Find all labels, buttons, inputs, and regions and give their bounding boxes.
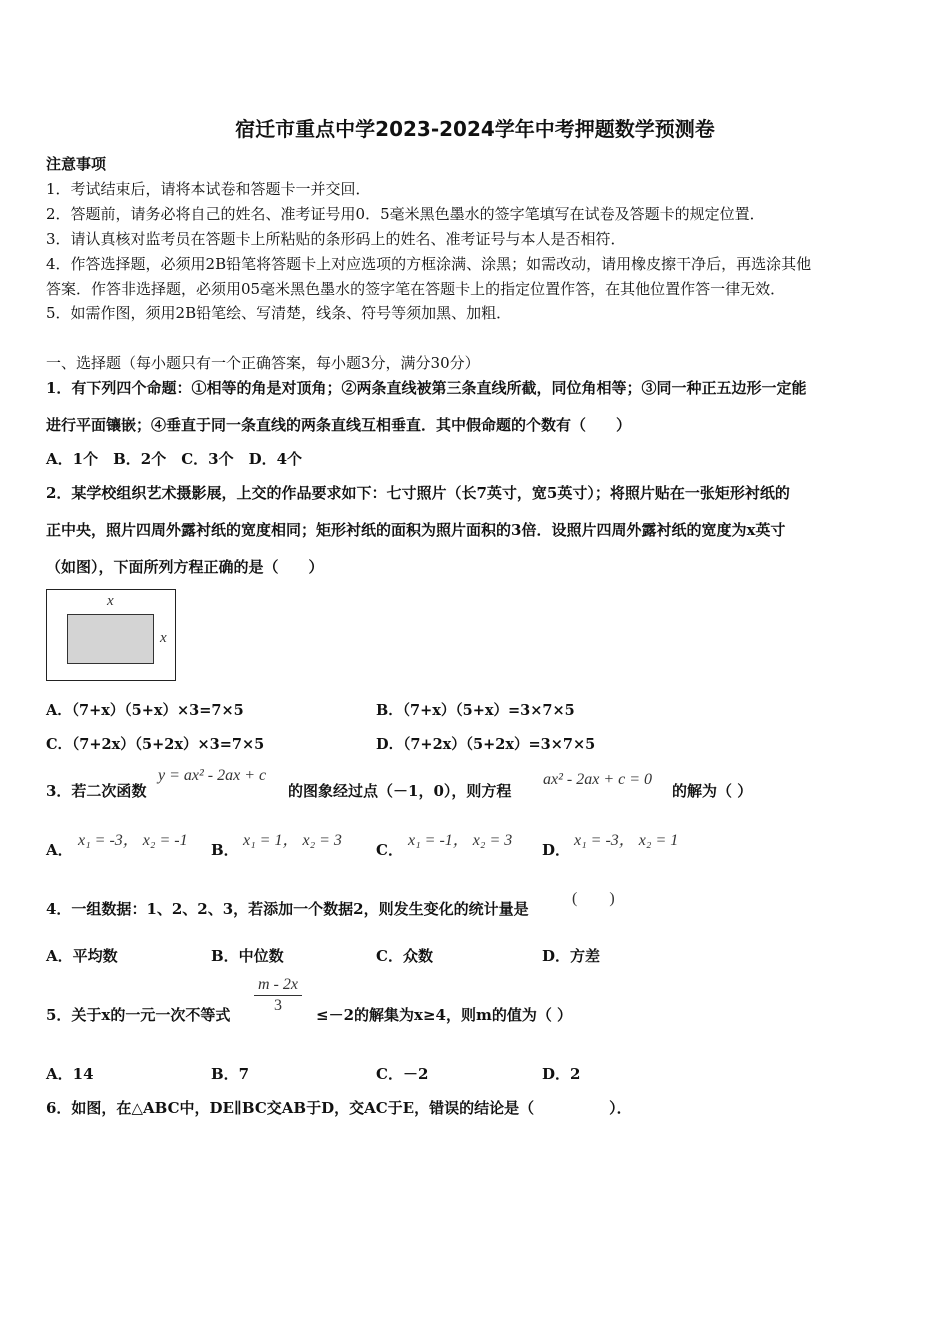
question-4-option-c: C．众数	[376, 947, 433, 965]
photo-frame-figure	[46, 589, 176, 681]
question-2-option-b: B．（7+x）（5+x）=3×7×5	[376, 702, 575, 719]
notes-heading: 注意事项	[46, 155, 107, 173]
question-3-option-b: x₁ = 1， x₂ = 3	[243, 832, 342, 849]
page-title: 宿迁市重点中学2023-2024学年中考押题数学预测卷	[235, 117, 715, 141]
note-item: 2．答题前，请务必将自己的姓名、准考证号用0．5毫米黑色墨水的签字笔填写在试卷及答题卡的规定位置．	[46, 205, 765, 223]
question-3-label-a: A．	[46, 841, 73, 859]
question-4-paren: ( )	[572, 890, 615, 907]
question-1-options: A．1个 B．2个 C．3个 D．4个	[46, 450, 303, 468]
question-5-option-c: C．－2	[376, 1065, 429, 1083]
question-2-option-a: A．（7+x）（5+x）×3=7×5	[46, 702, 244, 719]
note-item: 5．如需作图，须用2B铅笔绘、写清楚，线条、符号等须加黑、加粗．	[46, 304, 512, 322]
question-5-suffix: ≤－2的解集为x≥4，则m的值为（ ）	[316, 1006, 573, 1024]
question-5-option-b: B．7	[211, 1065, 250, 1083]
question-5-prefix: 5．关于x的一元一次不等式	[46, 1006, 231, 1024]
question-2-line-1: 2．某学校组织艺术摄影展，上交的作品要求如下：七寸照片（长7英寸，宽5英寸）；将照片贴在一张矩形衬纸的	[46, 484, 790, 502]
question-3-equation: ax² - 2ax + c = 0	[543, 771, 653, 788]
question-4-option-d: D．方差	[542, 947, 601, 965]
question-1-line-2: 进行平面镶嵌；④垂直于同一条直线的两条直线互相垂直．其中假命题的个数有（ ）	[46, 416, 632, 434]
note-item: 答案．作答非选择题，必须用05毫米黑色墨水的签字笔在答题卡上的指定位置作答，在其他位置作答一律无效．	[46, 280, 786, 298]
note-item: 3．请认真核对监考员在答题卡上所粘贴的条形码上的姓名、准考证号与本人是否相符．	[46, 230, 626, 248]
question-5-option-a: A．14	[46, 1065, 94, 1083]
note-item: 1．考试结束后，请将本试卷和答题卡一并交回．	[46, 180, 371, 198]
question-3-label-d: D．	[542, 841, 571, 859]
question-4-option-a: A．平均数	[46, 947, 118, 965]
question-3-option-d: x₁ = -3， x₂ = 1	[574, 832, 679, 849]
question-3-suffix: 的解为（ ）	[672, 782, 753, 800]
question-3-middle: 的图象经过点（－1，0），则方程	[288, 782, 512, 800]
note-item: 4．作答选择题，必须用2B铅笔将答题卡上对应选项的方框涂满、涂黑；如需改动，请用橡皮擦干净后，再选涂其他	[46, 255, 812, 273]
question-2-line-2: 正中央，照片四周外露衬纸的宽度相同；矩形衬纸的面积为照片面积的3倍．设照片四周外露衬纸的宽度为x英寸	[46, 521, 786, 539]
question-3-function: y = ax² - 2ax + c	[158, 767, 267, 784]
question-3-label-c: C．	[376, 841, 403, 859]
section-heading: 一、选择题（每小题只有一个正确答案，每小题3分，满分30分）	[46, 354, 480, 372]
question-6-stem: 6．如图，在△ABC中，DE∥BC交AB于D，交AC于E，错误的结论是（ ）．	[46, 1099, 632, 1117]
question-4-option-b: B．中位数	[211, 947, 284, 965]
fraction-denominator: 3	[273, 997, 282, 1014]
question-3-prefix: 3．若二次函数	[46, 782, 147, 800]
question-5-option-d: D．2	[542, 1065, 581, 1083]
question-2-line-3: （如图），下面所列方程正确的是（ ）	[46, 558, 324, 576]
question-1-line-1: 1．有下列四个命题：①相等的角是对顶角；②两条直线被第三条直线所截，同位角相等；③同一种正五边形一定能	[46, 379, 807, 397]
question-3-option-c: x₁ = -1， x₂ = 3	[408, 832, 513, 849]
figure-label-top: x	[107, 593, 114, 609]
question-2-option-d: D．（7+2x）（5+2x）=3×7×5	[376, 736, 596, 753]
question-3-option-a: x₁ = -3， x₂ = -1	[78, 832, 188, 849]
question-2-option-c: C．（7+2x）（5+2x）×3=7×5	[46, 736, 265, 753]
question-5-fraction	[254, 976, 302, 1015]
question-3-label-b: B．	[211, 841, 239, 859]
photo-rectangle	[67, 614, 154, 664]
question-4-stem: 4．一组数据：1、2、2、3，若添加一个数据2，则发生变化的统计量是	[46, 900, 529, 918]
fraction-numerator: m - 2x	[254, 976, 302, 996]
figure-label-right: x	[160, 630, 167, 646]
